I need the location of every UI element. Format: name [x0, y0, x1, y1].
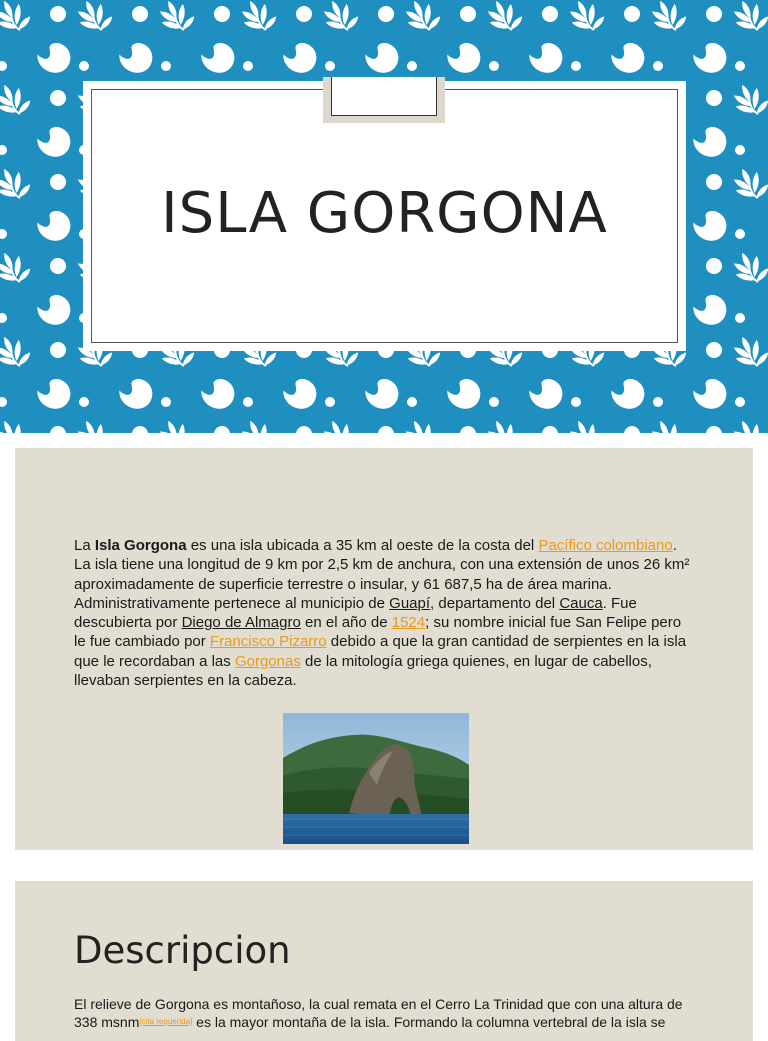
citation-needed-link[interactable]: [cita requerida]: [139, 1017, 193, 1026]
text-run: debido a que la gran cantidad de serpientes en la isla que le recordaban a las: [74, 633, 687, 670]
title-card: [83, 81, 686, 351]
text-run: en el año de: [300, 614, 392, 632]
link-diego-de-almagro[interactable]: Diego de Almagro: [181, 614, 301, 632]
intro-paragraph: [74, 536, 694, 690]
intro-slide: [15, 448, 753, 850]
link-gorgonas[interactable]: Gorgonas: [234, 652, 301, 670]
island-photo: [283, 713, 469, 844]
link-francisco-pizarro[interactable]: Francisco Pizarro: [209, 633, 327, 651]
title-slide: [0, 0, 768, 433]
slide-title: ISLA GORGONA: [161, 181, 608, 246]
text-run: La: [74, 537, 95, 554]
title-tab: [323, 77, 445, 123]
text-run: . Fue descubierta por: [74, 594, 637, 632]
link-cauca[interactable]: Cauca: [559, 594, 603, 612]
description-paragraph: [74, 995, 704, 1031]
description-slide: [15, 881, 753, 1041]
text-run: El relieve de Gorgona es montañoso, la cual remata en el Cerro La Trinidad que con una altura de 338 msnm: [74, 996, 683, 1030]
text-run: Administrativamente pertenece al municipio de: [74, 594, 390, 612]
slide-gap: [0, 433, 768, 448]
section-heading: Descripcion: [74, 929, 291, 972]
text-run: de la mitología griega quienes, en lugar de cabellos, llevaban serpientes en la cabeza.: [74, 652, 652, 690]
text-run: , departamento del: [430, 594, 560, 612]
title-tab-inner: [331, 77, 437, 116]
text-run: es la mayor montaña de la isla. Formando la columna vertebral de la isla se: [192, 1014, 666, 1030]
link-pacifico-colombiano[interactable]: Pacífico colombiano: [538, 537, 673, 554]
island-name-bold: Isla Gorgona: [94, 537, 187, 554]
text-run: . La isla tiene una longitud de 9 km por 2,5 km de anchura, con una extensión de unos 26 km² aproximadamente de superficie terrestre o insular, y 61 687,5 ha de área marina.: [74, 537, 690, 593]
link-guapi[interactable]: Guapí: [389, 594, 431, 612]
link-1524[interactable]: 1524: [391, 614, 426, 632]
text-run: ; su nombre inicial fue San Felipe pero le fue cambiado por: [74, 614, 682, 651]
text-run: es una isla ubicada a 35 km al oeste de la costa del: [186, 537, 539, 554]
